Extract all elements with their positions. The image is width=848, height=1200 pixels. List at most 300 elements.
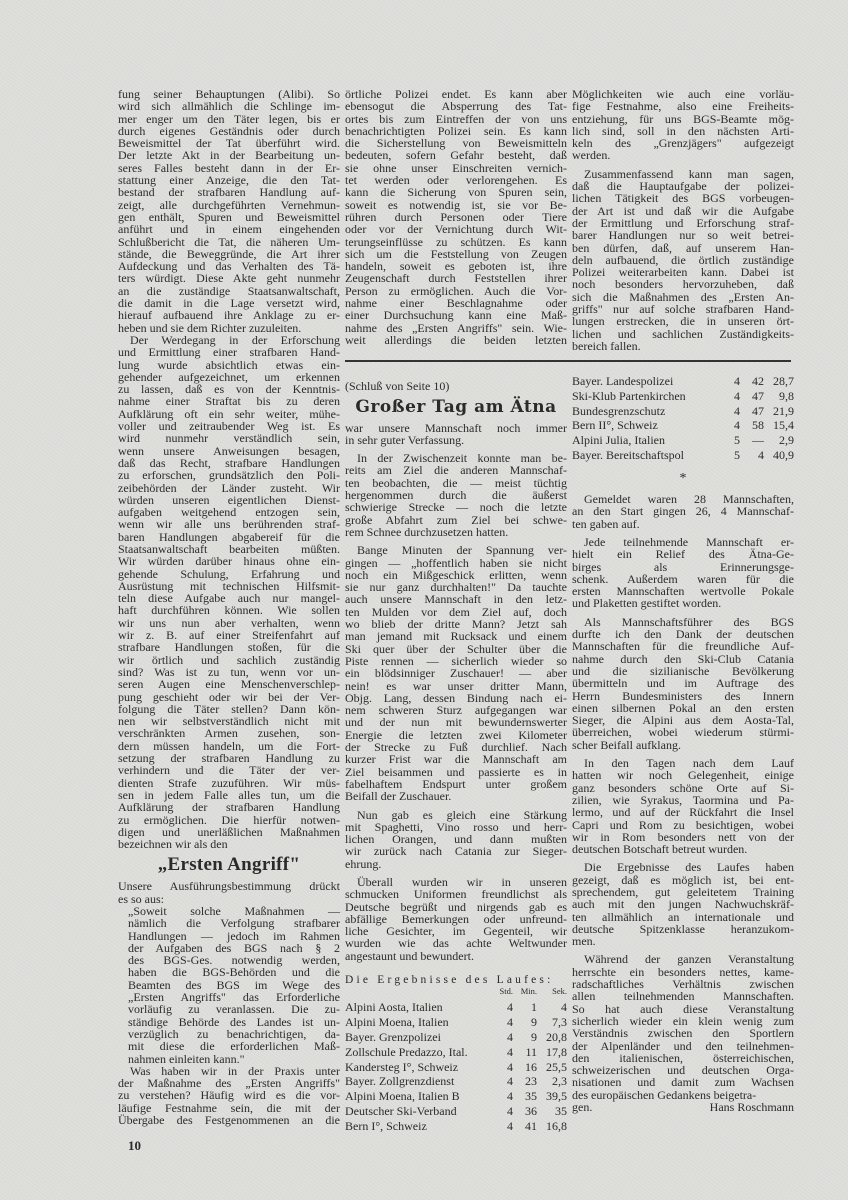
text-line: Ziel beisammen und passierte es in [345, 764, 567, 779]
text-line: wenn unsere Anweisungen besagen, [118, 443, 340, 458]
text-line: Die Ergebnisse des Laufes haben [584, 860, 794, 875]
text-line: nahme durch den Ski-Club Catania [572, 651, 794, 666]
result-team: Ski-Klub Partenkirchen [572, 388, 686, 403]
text-line: deutschen Botschaft betreut wurden. [572, 842, 748, 857]
result-hours: 5 [734, 433, 740, 448]
text-line: wir z. B. auf einer Streifenfahrt auf [118, 628, 340, 643]
text-line: Verständnis zwischen den Sportlern [572, 1026, 794, 1041]
text-line: birges als Erinnerungsge- [572, 559, 794, 574]
text-line: wir uns nun aber verhalten, wenn [118, 615, 340, 630]
text-line: der Ermittlung und Erforschung straf- [572, 215, 794, 230]
results-header-minutes: Min. [520, 986, 537, 997]
text-line: große Abfahrt zum Ziel bei schwe- [345, 512, 567, 527]
text-line: allen teilnehmenden Mannschaften. [572, 989, 794, 1004]
text-line: ständige Behörde des Landes ist un- [128, 1014, 340, 1029]
result-team: Bayer. Grenzpolizei [345, 1029, 441, 1044]
result-minutes: 58 [752, 418, 764, 433]
paragraph [572, 493, 794, 530]
text-line: kann die Sicherung von Spuren sein, [345, 185, 567, 200]
paragraph [345, 88, 567, 346]
text-line: Energie die letzten zwei Kilometer [345, 727, 567, 742]
text-line: Während der ganzen Veranstaltung [584, 952, 794, 967]
text-line: Was haben wir in der Praxis unter [130, 1063, 340, 1078]
text-line: folgung die Täter stellen? Dann kön- [118, 701, 340, 716]
results-row [572, 448, 794, 463]
results-row [572, 389, 794, 404]
text-line: reits am Ziel die anderen Mannschaf- [345, 463, 567, 478]
text-line: hielt ein Relief des Ätna-Ge- [572, 547, 794, 562]
result-minutes: 41 [525, 1118, 537, 1133]
results-row [572, 418, 794, 433]
text-line: nein! es war unser dritter Mann, [345, 678, 567, 693]
text-line: In der Zwischenzeit konnte man be- [357, 451, 567, 466]
text-line: Beweismittel der Tat überführt wird. [118, 136, 340, 151]
result-team: Alpini Moena, Italien B [345, 1089, 460, 1104]
article1-column-2 [345, 88, 567, 346]
result-team: Zollschule Predazzo, Ital. [345, 1044, 468, 1059]
text-line: mit Spaghetti, Vino rosso und herr- [345, 819, 567, 834]
result-hours: 4 [507, 1118, 513, 1133]
text-line: Capri und Rom zu besichtigen, wobei [572, 817, 794, 832]
result-team: Alpini Moena, Italien [345, 1015, 449, 1030]
text-line: Gemeldet waren 28 Mannschaften, [584, 492, 794, 507]
results-row [572, 433, 794, 448]
text-line: schweizerischen und deutschen Orga- [572, 1063, 794, 1078]
text-line: sie nur ganz durchhalten!" Da tauchte [345, 580, 567, 595]
text-line: einen silbernen Pokal an den ersten [572, 700, 794, 715]
text-line: wenn wir alle uns berührenden straf- [118, 517, 340, 532]
text-line: des BGS-Ges. notwendig werden, [128, 953, 340, 968]
paragraph [572, 757, 794, 855]
text-line: soweit es notwendig ist, sie vor Be- [345, 197, 567, 212]
result-hours: 5 [734, 447, 740, 462]
result-seconds: 17,8 [546, 1044, 567, 1059]
text-line: Polizei weiterarbeiten kann. Dabei ist [572, 265, 794, 280]
text-line: Möglichkeiten wie auch eine vorläu- [572, 87, 794, 101]
text-line: zeibehörden der Länder zusteht. Wir [118, 480, 340, 495]
text-line: wir in Rom besonders nett von der [572, 829, 794, 844]
text-line: nahme des „Ersten Angriffs" sein. Wie- [345, 320, 567, 335]
result-seconds: 4 [561, 1000, 567, 1015]
text-line: Überall wurden wir in unseren [357, 874, 567, 889]
text-line: lichen Orangen, und dann mußten [345, 832, 567, 847]
text-line: die Sicherstellung von Beweismitteln [345, 136, 567, 151]
result-minutes: 9 [531, 1029, 537, 1044]
text-line: sicherlich wieder ein klein wenig zum [572, 1013, 794, 1028]
result-seconds: 21,9 [773, 403, 794, 418]
result-seconds: 28,7 [773, 374, 794, 388]
results-header-seconds: Sek. [552, 986, 567, 997]
text-line: oder vor der Vernichtung durch Wit- [345, 222, 567, 237]
text-line: liche Gesichter, im Gegenteil, wir [345, 924, 567, 939]
text-line: hergenommen durch die äußerst [345, 488, 567, 503]
result-minutes: 36 [525, 1103, 537, 1118]
result-hours: 4 [734, 403, 740, 418]
text-line: terungseinflüsse zu schützen. Es kann [345, 234, 567, 249]
text-line: zeigt, alle durchgeführten Vernehmun- [118, 197, 340, 212]
result-seconds: 2,3 [552, 1074, 567, 1089]
text-line: ein blödsinniger Zuschauer! — aber [345, 666, 567, 681]
text-line: Piste rennen — sicherlich wieder so [345, 653, 567, 668]
text-line: Ausrüstung mit technischen Hilfsmit- [118, 578, 340, 593]
text-line: seres Falles besteht dann in der Er- [118, 160, 340, 175]
text-line: wir örtlich und sachlich zuständig [118, 652, 340, 667]
text-line: bedeuten, sofern Gefahr besteht, daß [345, 148, 567, 163]
results-row [345, 1119, 567, 1134]
text-line: einer Durchsuchung kann eine Maß- [345, 308, 567, 323]
text-line: Zusammenfassend kann man sagen, [584, 166, 794, 181]
text-line: tet werden oder verlorengehen. Es [345, 173, 567, 188]
text-line: und die sizilianische Bevölkerung [572, 663, 794, 678]
text-line: Mannschaften für die freundliche Auf- [572, 639, 794, 654]
text-line: teln diese Aufgabe auch nur mangel- [118, 591, 340, 606]
result-hours: 4 [734, 418, 740, 433]
text-line: noch ein Mißgeschick erlitten, wenn [345, 567, 567, 582]
text-line: durfte ich den Dank der deutschen [572, 627, 794, 642]
text-line: Aufklärung der strafbaren Handlung [118, 800, 340, 815]
paragraph [345, 876, 567, 962]
text-line: wird nunmehr verständlich sein, [118, 431, 340, 446]
paragraph [345, 452, 567, 538]
text-line: werden. [572, 148, 611, 163]
text-line: lichen und sachlichen Zuständigkeits- [572, 326, 794, 341]
article2-body-col3 [572, 493, 794, 1101]
results-header-hours: Std. [499, 986, 513, 997]
result-hours: 4 [507, 1029, 513, 1044]
text-line: Nun gab es gleich eine Stärkung [357, 807, 567, 822]
text-line: pung geschieht oder wir bei der Ver- [118, 689, 340, 704]
text-line: fige Festnahme, also eine Freiheits- [572, 99, 794, 114]
text-line: die damit in die Lage versetzt wird, [118, 296, 340, 311]
text-line: bezeichnen wir als den [118, 837, 228, 852]
result-seconds: 15,4 [773, 418, 794, 433]
text-line: an die zuständige Staatsanwaltschaft, [118, 283, 340, 298]
text-line: zu ermöglichen. Die hierfür notwen- [118, 812, 340, 827]
text-line: noch besonders hervorzuheben, daß [572, 277, 794, 292]
text-line: Sieger, die Alpini aus dem Aosta-Tal, [572, 713, 794, 728]
text-line: scher Beifall aufklang. [572, 737, 681, 752]
text-line: Ski quer über der Schulter über die [345, 641, 567, 656]
text-line: ten gaben auf. [572, 516, 640, 531]
text-line: „Ersten Angriffs" das Erforderliche [128, 990, 340, 1005]
text-line: läufige Festnahme sein, die mit der [118, 1100, 340, 1115]
text-line: ters würdigt. Diese Akte geht nunmehr [118, 271, 340, 286]
text-line: schwierige Strecke — noch die letzte [345, 500, 567, 515]
text-line: und Ermittlung einer strafbaren Hand- [118, 345, 340, 360]
text-line: ganz besonders schöne Orte auf Si- [572, 780, 794, 795]
text-line: strafbare Handlungen stoßen, für die [118, 640, 340, 655]
text-line: In den Tagen nach dem Lauf [584, 756, 794, 771]
text-line: verzüglich zu benachrichtigen, da- [128, 1026, 340, 1041]
text-line: „Soweit solche Maßnahmen — [128, 904, 340, 918]
text-line: haft durchführen können. Wie sollen [118, 603, 340, 618]
results-row [572, 374, 794, 389]
result-hours: 4 [507, 1000, 513, 1015]
result-hours: 4 [507, 1074, 513, 1089]
result-hours: 4 [507, 1044, 513, 1059]
text-line: der Strecke zu Fuß durchlief. Nach [345, 740, 567, 755]
text-line: verschränkten Armen zusehen, son- [118, 726, 340, 741]
text-line: Beifall der Zuschauer. [345, 789, 452, 804]
paragraph [118, 334, 340, 850]
text-line: der Alpenländer und den teilnehmen- [572, 1038, 794, 1053]
text-line: gen enthält, Spuren und Beweismittel [118, 209, 340, 224]
text-line: Aufklärung oft ein sehr weiter, mühe- [118, 406, 340, 421]
text-line: setzung der strafbaren Handlung zu [118, 751, 340, 766]
text-line: Aufdeckung und das Verhalten des Tä- [118, 259, 340, 274]
result-minutes: — [752, 433, 764, 448]
text-line: keln des „Grenzjägers" aufgezeigt [572, 136, 794, 151]
text-line: anführt und in einem eingehenden [118, 222, 340, 237]
result-team: Deutscher Ski-Verband [345, 1103, 457, 1118]
text-line: mer enger um den Täter legen, bis er [118, 111, 340, 126]
result-hours: 4 [507, 1089, 513, 1104]
text-line: weit allerdings die beiden letzten [345, 332, 567, 347]
result-hours: 4 [734, 374, 740, 388]
text-line: in sehr guter Verfassung. [345, 432, 465, 447]
text-line: gezeigt, daß es möglich ist, bei ent- [572, 872, 794, 887]
paragraph [118, 88, 340, 334]
text-line: sprechendem, gut geleitetem Training [572, 884, 794, 899]
result-minutes: 23 [525, 1074, 537, 1089]
text-line: Handlungen — jedoch im Rahmen [128, 928, 340, 943]
text-line: entziehung, für uns BGS-Beamte mög- [572, 111, 794, 126]
text-line: Jede teilnehmende Mannschaft er- [584, 534, 794, 549]
text-line: nisationen und damit zum Wachsen [572, 1075, 794, 1090]
result-minutes: 11 [525, 1044, 537, 1059]
result-minutes: 42 [752, 374, 764, 388]
text-line: baren Handlungen abgabereif für die [118, 529, 340, 544]
text-line: ortes bis zum Eintreffen der von uns [345, 111, 567, 126]
text-line: Schlußbericht die Tat, die näheren Um- [118, 234, 340, 249]
text-line: übermitteln und im Auftrage des [572, 676, 794, 691]
text-line: Staatsanwaltschaft bearbeiten müßten. [118, 541, 340, 556]
text-line: sich um die Feststellung von Zeugen [345, 246, 567, 261]
text-line: nämlich die Verfolgung strafbarer [128, 916, 340, 931]
text-line: deutsche Spitzenklasse heranzukom- [572, 921, 794, 936]
text-line: lich sind, soll in den nächsten Arti- [572, 123, 794, 138]
text-line: Unsere Ausführungsbestimmung drückt [118, 879, 340, 894]
article1-column-3 [572, 88, 794, 352]
text-line: wo blieb der dritte Mann? Jetzt sah [345, 617, 567, 632]
article2-column-3 [572, 374, 794, 1113]
text-line: verhindern und die Täter der ver- [118, 763, 340, 778]
paragraph [572, 88, 794, 162]
text-line: sich die Maßnahmen des „Ersten An- [572, 289, 794, 304]
text-line: fabelhaftem Endspurt unter großem [345, 776, 567, 791]
result-hours: 4 [734, 388, 740, 403]
text-line: So hat auch diese Veranstaltung [572, 1001, 794, 1016]
text-line: örtliche Polizei endet. Es kann aber [345, 87, 567, 101]
result-minutes: 35 [525, 1089, 537, 1104]
text-line: vorläufig zu veranlassen. Die zu- [128, 1002, 340, 1017]
text-line: und der nun mit bewundernswerter [345, 715, 567, 730]
results-row [345, 1030, 567, 1045]
text-line: schmucken Uniformen freundlichst als [345, 887, 567, 902]
text-line: Übergabe des Festgenommenen an die [118, 1113, 340, 1128]
result-team: Bern I°, Schweiz [345, 1118, 427, 1133]
page-number: 10 [128, 1138, 141, 1153]
section-heading: „Ersten Angriff" [157, 854, 301, 876]
text-line: den italienischen, österreichischen, [572, 1050, 794, 1065]
text-line: zilien, wie Syrakus, Taormina und Pa- [572, 792, 794, 807]
text-line: wird sich allmählich die Schlinge im- [118, 99, 340, 114]
text-line: hatten wir noch Gelegenheit, einige [572, 768, 794, 783]
text-line: abfällige Bemerkungen oder unfreund- [345, 911, 567, 926]
result-hours: 4 [507, 1015, 513, 1030]
article1-column-1 [118, 88, 340, 1126]
text-line: durch eigenes Geständnis oder durch [118, 123, 340, 138]
text-line: wurden wie das achte Weltwunder [345, 936, 567, 951]
result-seconds: 7,3 [552, 1015, 567, 1030]
paragraph [572, 168, 794, 352]
result-minutes: 9 [531, 1015, 537, 1030]
text-line: ten allmählich an internationale und [572, 909, 794, 924]
text-line: sind? Was ist zu tun, wenn vor un- [118, 664, 340, 679]
text-line: lung wurde absichtlich etwas ein- [118, 357, 340, 372]
block-quote [118, 905, 340, 1065]
text-line: deln aufbauend, die örtlich zuständige [572, 252, 794, 267]
text-line: haben die BGS-Behörden und die [128, 965, 340, 980]
result-minutes: 47 [752, 388, 764, 403]
text-line: Der Werdegang in der Erforschung [130, 332, 340, 347]
text-line: der Art ist und daß wir die Aufgabe [572, 203, 794, 218]
text-line: aufgaben weitgehend entzogen sein, [118, 505, 340, 520]
text-line: zu lassen, daß es von der Kenntnis- [118, 382, 340, 397]
result-hours: 4 [507, 1059, 513, 1074]
results-row [345, 1015, 567, 1030]
text-line: es so aus: [118, 891, 164, 906]
text-line: ben dürfen, daß, auf unserem Han- [572, 240, 794, 255]
text-line: digen und unerläßlichen Maßnahmen [118, 824, 340, 839]
text-line: nen wir selbstverständlich nicht mit [118, 714, 340, 729]
result-hours: 4 [507, 1103, 513, 1118]
text-line: gehende Schulung, Erfahrung und [118, 566, 340, 581]
text-line: würden unseren eigentlichen Dienst- [118, 492, 340, 507]
article-divider-rule [345, 360, 791, 362]
text-line: des europäischen Gedankens beigetra- [572, 1087, 757, 1102]
text-line: zu erforschen, grundsätzlich den Poli- [118, 468, 340, 483]
paragraph [572, 616, 794, 751]
text-line: an den Start gingen 26, 4 Mannschaf- [572, 504, 794, 519]
results-header [345, 986, 567, 996]
result-seconds: 25,5 [546, 1059, 567, 1074]
text-line: wir zurück nach Catania zur Sieger- [345, 844, 567, 859]
text-line: Zeugenschaft durch Feststellen ihrer [345, 271, 567, 286]
text-line: radschaftliches Verhältnis zwischen [572, 977, 794, 992]
text-line: hierauf aufbauend ihre Anklage zu er- [118, 308, 340, 323]
result-minutes: 47 [752, 403, 764, 418]
paragraph [345, 422, 567, 447]
text-line: ersten Mannschaften wertvolle Pokale [572, 584, 794, 599]
text-line: und Plaketten gestiftet worden. [572, 596, 722, 611]
text-line: Person zu ermöglichen. Auch die Vor- [345, 283, 567, 298]
results-title: Die Ergebnisse des Laufes: [345, 974, 554, 987]
text-line: bestand der strafbaren Handlung auf- [118, 185, 340, 200]
result-seconds: 40,9 [773, 447, 794, 462]
text-line: daß die Hauptaufgabe der polizei- [572, 179, 794, 194]
text-line: seren Augen eine Menschenverschlep- [118, 677, 340, 692]
result-team: Bayer. Zollgrenzdienst [345, 1074, 455, 1089]
result-team: Alpini Aosta, Italien [345, 1000, 443, 1015]
paragraph [118, 880, 340, 905]
text-line: auch mit den jungen Nachwuchskräf- [572, 897, 794, 912]
results-row [345, 1045, 567, 1060]
results-row [345, 1060, 567, 1075]
results-row [345, 1104, 567, 1119]
author-signature: Hans Roschmann [709, 1100, 794, 1115]
result-seconds: 16,8 [546, 1118, 567, 1133]
text-line: men. [572, 934, 596, 949]
paragraph [345, 544, 567, 802]
text-line: Herrn Bundesministers des Innern [572, 688, 794, 703]
text-line: dienten Strafe zuzuführen. Wir müs- [118, 775, 340, 790]
text-line: Bange Minuten der Spannung ver- [357, 543, 567, 558]
text-line: lichen Tätigkeit des BGS vorbeugen- [572, 191, 794, 206]
text-line: zu verstehen? Häufig wird es die vor- [118, 1088, 340, 1103]
text-line: man jemand mit Rucksack und einem [345, 629, 567, 644]
text-line: voller und zeitraubender Weg ist. Es [118, 419, 340, 434]
result-team: Bundesgrenzschutz [572, 403, 666, 418]
text-line: rem Schnee durchzusetzen hatten. [345, 524, 509, 539]
text-line: nahme einer Beschlagnahme oder [345, 296, 567, 311]
text-line: handeln, soweit es geboten ist, ihre [345, 259, 567, 274]
text-line: gingen — „hoffentlich haben sie nicht [345, 555, 567, 570]
text-line: daß das Recht, strafbare Handlungen [118, 455, 340, 470]
text-line: gehender aufgezeichnet, um erkennen [118, 369, 340, 384]
text-line: ehrung. [345, 856, 382, 871]
text-line: nahme einer Straftat bis zu deren [118, 394, 340, 409]
results-row [345, 1074, 567, 1089]
article2-body-col2 [345, 422, 567, 962]
result-seconds: 2,9 [779, 433, 794, 448]
article-title: Großer Tag am Ätna [355, 397, 557, 418]
result-minutes: 1 [531, 1000, 537, 1015]
text-line: Wir würden darüber hinaus ohne ein- [118, 554, 340, 569]
text-line: kurzer Frist war die Mannschaft am [345, 752, 567, 767]
closing-line [572, 1101, 794, 1113]
article2-column-2 [345, 380, 567, 1134]
result-seconds: 39,5 [546, 1089, 567, 1104]
text-line: der Aufgaben des BGS nach § 2 [128, 940, 340, 955]
text-line: sie ohne unser Einschreiten vernich- [345, 160, 567, 175]
text-line: stattung einer Anzeige, die den Tat- [118, 173, 340, 188]
text-line: lungen erstrecken, die in unseren ört- [572, 314, 794, 329]
text-line: war unsere Mannschaft noch immer [345, 420, 567, 435]
text-line: überreichen, wobei wiederum stürmi- [572, 725, 794, 740]
paragraph [118, 1065, 340, 1126]
result-team: Alpini Julia, Italien [572, 433, 665, 448]
text-line: fung seiner Behauptungen (Alibi). So [118, 87, 340, 101]
text-line: sen in jedem Falle alles tun, um die [118, 787, 340, 802]
text-line: Als Mannschaftsführer des BGS [584, 614, 794, 629]
text-line: nem schweren Sturz aufgegangen war [345, 703, 567, 718]
results-row [345, 1089, 567, 1104]
result-team: Kandersteg I°, Schweiz [345, 1059, 459, 1074]
results-row [572, 404, 794, 419]
paragraph [572, 536, 794, 610]
text-line: Deutsche begrüßt und nirgends gab es [345, 899, 567, 914]
text-line: herrschte ein besonders nettes, kame- [572, 964, 794, 979]
text-line: schenk. Außerdem waren für die [572, 571, 794, 586]
result-minutes: 4 [758, 447, 764, 462]
text-line: dern müssen handeln, um die Fort- [118, 738, 340, 753]
results-header-team [345, 986, 497, 996]
text-line: nahmen einleiten kann." [128, 1051, 245, 1066]
text-line: heben und sie dem Richter zuzuleiten. [118, 320, 302, 335]
text-line: der Maßnahme des „Ersten Angriffs" [118, 1076, 340, 1091]
result-team: Bern II°, Schweiz [572, 418, 658, 433]
